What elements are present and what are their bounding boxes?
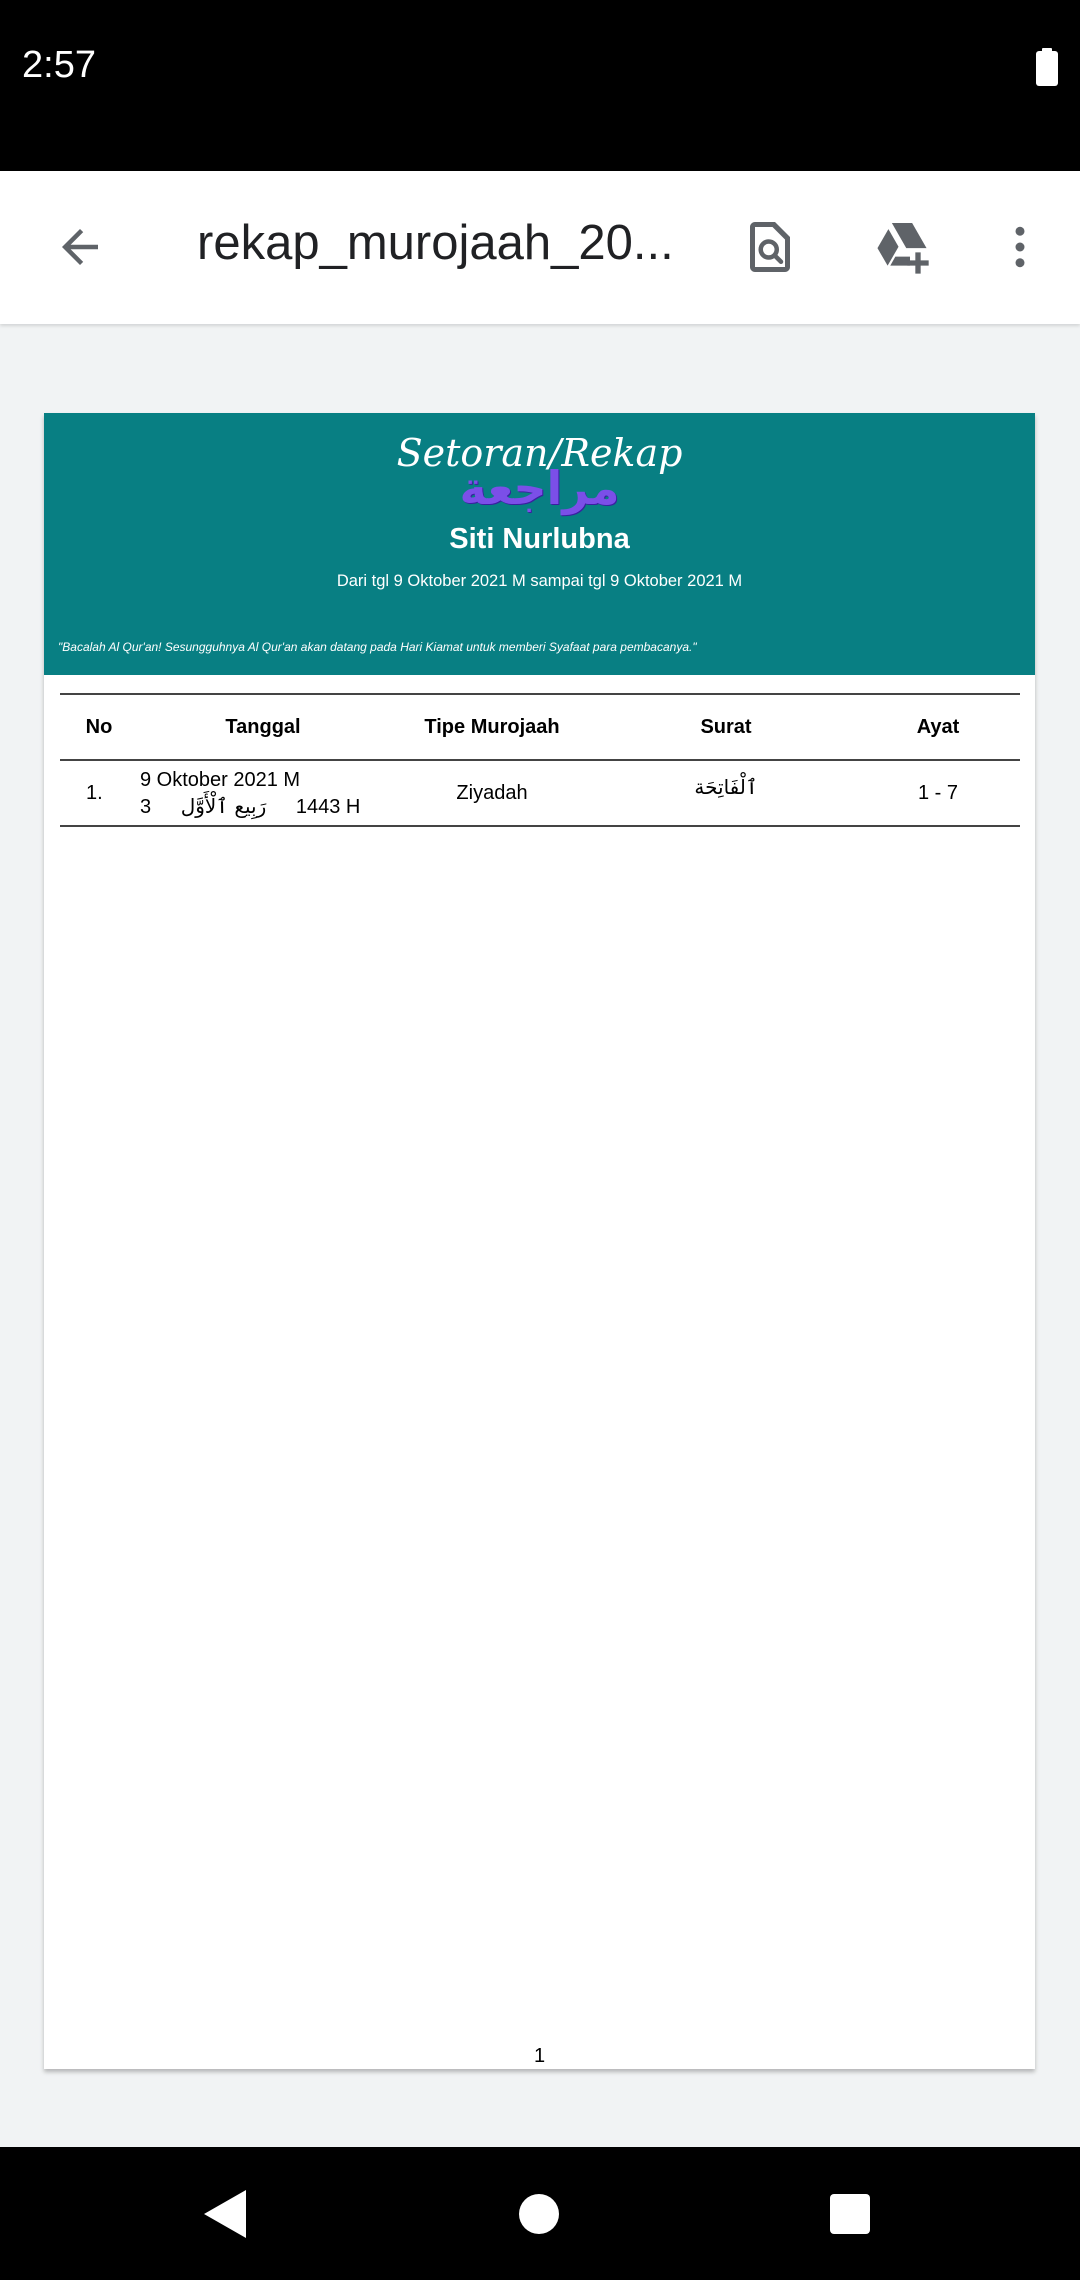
find-in-document-button[interactable] [730,207,810,287]
navigation-bar [0,2147,1080,2280]
document-search-icon [740,217,800,277]
cell-tanggal [138,760,388,826]
date-range: Dari tgl 9 Oktober 2021 M sampai tgl 9 Oktober 2021 M [336,572,743,590]
app-bar [0,171,1080,324]
nav-recents-icon[interactable] [830,2194,870,2234]
arrow-back-icon [53,220,107,274]
header-ayat: Ayat [856,694,1020,760]
header-surat: Surat [596,694,856,760]
drive-add-icon [870,215,934,279]
date-masehi: 9 Oktober 2021 M [140,768,301,791]
pdf-page [44,413,1035,2069]
student-name: Siti Nurlubna [449,523,630,555]
document-title: rekap_murojaah_20... [197,216,674,270]
header-tipe-murojaah: Tipe Murojaah [388,694,596,760]
table-row [60,760,1020,826]
page-number: 1 [533,2045,546,2067]
header-no: No [60,694,138,760]
header-tanggal: Tanggal [138,694,388,760]
cell-tipe-murojaah: Ziyadah [388,760,596,826]
hijri-month: رَبِيع ٱلْأَوَّل [180,793,267,818]
document-header [44,413,1035,675]
quote-text: "Bacalah Al Qur'an! Sesungguhnya Al Qur'an akan datang pada Hari Kiamat untuk memberi Syafaat para pembacanya." [58,640,697,654]
header-script-title: Setoran/Rekap [396,431,683,475]
battery-full-icon [1036,48,1058,86]
pdf-viewer[interactable] [0,324,1080,2147]
add-to-drive-button[interactable] [862,207,942,287]
nav-back-icon[interactable] [200,2187,250,2241]
header-arabic-title: مراجعة [459,461,620,515]
nav-home-icon[interactable] [519,2194,559,2234]
table-header-row [60,694,1020,760]
cell-surat: ٱلْفَاتِحَة [596,760,856,826]
status-time: 2:57 [22,44,96,86]
hijri-day: 3 [140,795,152,818]
back-button[interactable] [40,207,120,287]
cell-ayat: 1 - 7 [856,760,1020,826]
status-bar [0,0,1080,171]
date-hijri [140,793,388,820]
cell-no: 1. [60,760,138,826]
rekap-table [60,693,1020,827]
more-vert-icon [993,220,1047,274]
more-options-button[interactable] [980,207,1060,287]
hijri-year: 1443 H [295,795,361,818]
